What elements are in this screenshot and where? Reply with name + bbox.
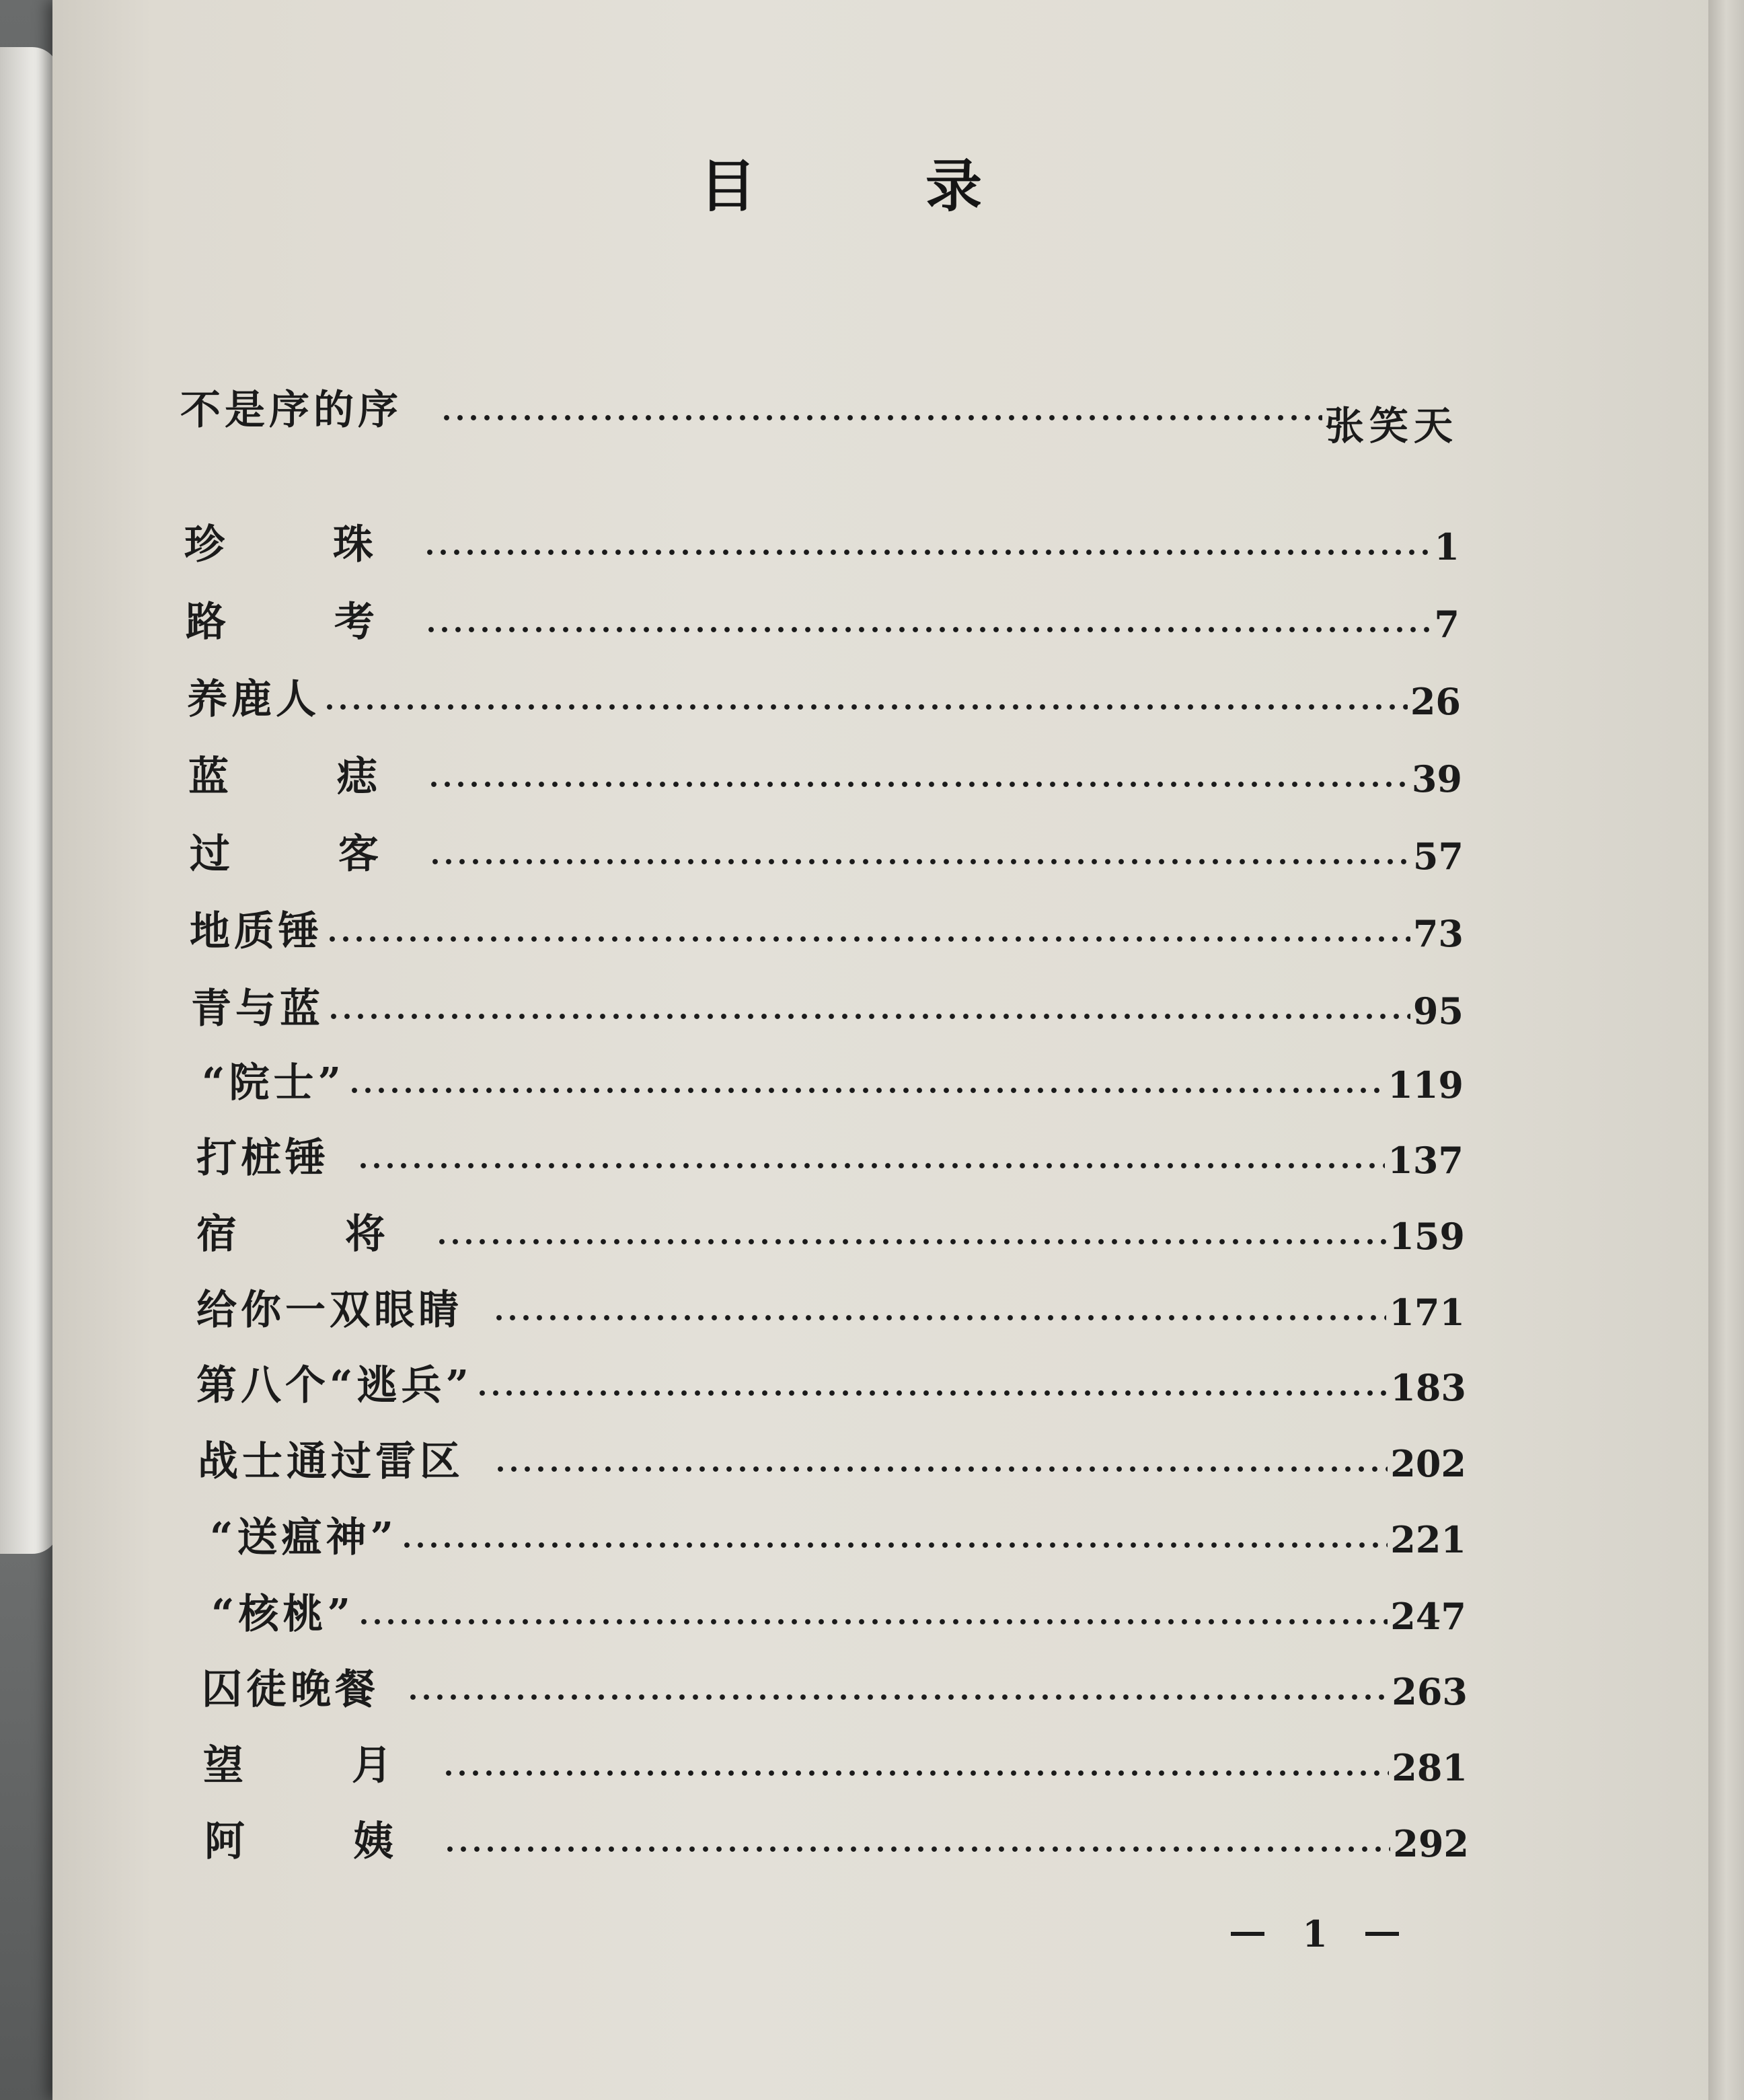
toc-entry	[191, 962, 1464, 1033]
toc-entry-page: 1	[1434, 525, 1459, 568]
toc-entry-title: “院士”	[202, 1059, 346, 1107]
dot-leader	[424, 626, 1432, 633]
dot-leader	[400, 1542, 1388, 1548]
toc-entry-page: 292	[1393, 1822, 1469, 1865]
toc-entry	[198, 1415, 1466, 1485]
toc-entry-title: 青与蓝	[191, 985, 324, 1033]
toc-entry-title: 珍 珠	[184, 521, 420, 568]
toc-entry-page: 57	[1412, 835, 1464, 878]
page-footer	[1231, 1910, 1399, 1957]
toc-entry	[184, 498, 1459, 568]
toc-preface-author: 张笑天	[1324, 403, 1458, 449]
toc-entry-title: 战士通过雷区	[198, 1438, 464, 1485]
toc-entry-title: “核桃”	[211, 1591, 355, 1638]
toc-entry-page: 73	[1412, 912, 1464, 955]
toc-entry-title: 囚徒晚餐	[202, 1666, 379, 1713]
toc-entry-page: 247	[1390, 1595, 1466, 1638]
dot-leader	[428, 858, 1410, 865]
page-title-char-2: 录	[925, 153, 982, 219]
toc-entry-title: 宿 将	[196, 1211, 432, 1258]
toc-entry-title: 过 客	[190, 831, 426, 878]
toc-entry-title: 路 考	[186, 599, 422, 646]
dot-leader	[326, 936, 1410, 942]
toc-entry-title: 第八个“逃兵”	[196, 1362, 473, 1409]
toc-entry	[211, 1567, 1466, 1638]
toc-entry-page: 39	[1411, 757, 1462, 800]
dot-leader	[406, 1694, 1389, 1700]
toc-entry	[202, 1036, 1464, 1107]
dot-leader	[443, 1846, 1390, 1852]
page-title-char-1: 目	[699, 153, 757, 219]
dot-leader	[442, 1770, 1389, 1776]
footer-page-number: 1	[1302, 1912, 1328, 1955]
toc-entry-page: 221	[1390, 1518, 1466, 1561]
toc-preface-row	[180, 363, 1458, 449]
toc-entry-title: 打桩锤	[196, 1135, 330, 1182]
toc-entry	[196, 1339, 1466, 1409]
toc-preface-title: 不是序的序	[180, 387, 402, 434]
dot-leader	[357, 1618, 1388, 1625]
toc-entry	[202, 1643, 1468, 1713]
toc-entry-page: 171	[1389, 1291, 1465, 1334]
toc-entry-page: 119	[1388, 1063, 1464, 1107]
dot-leader	[323, 704, 1408, 710]
toc-entry-title: 蓝 痣	[188, 753, 424, 800]
toc-entry-page: 95	[1412, 989, 1464, 1033]
toc-entry-page: 183	[1390, 1366, 1466, 1409]
toc-entry-page: 281	[1392, 1746, 1468, 1789]
dot-leader	[423, 549, 1432, 556]
toc-entry	[187, 652, 1461, 723]
footer-dash-left	[1231, 1932, 1264, 1936]
dot-leader	[327, 1013, 1410, 1020]
toc-entry-title: 阿 姨	[204, 1818, 441, 1865]
toc-entry	[196, 1111, 1464, 1182]
footer-dash-right	[1365, 1932, 1399, 1936]
dot-leader	[494, 1466, 1388, 1472]
toc-entry-page: 202	[1390, 1442, 1466, 1485]
dot-leader	[476, 1390, 1388, 1396]
toc-entry-page: 137	[1388, 1139, 1464, 1182]
toc-entry-page: 26	[1410, 680, 1461, 723]
toc-entry-page: 263	[1392, 1670, 1468, 1713]
toc-entry	[190, 885, 1464, 955]
toc-entry	[196, 1263, 1465, 1334]
toc-entry-title: “送瘟神”	[210, 1514, 398, 1561]
dot-leader	[348, 1087, 1385, 1094]
dot-leader	[492, 1314, 1386, 1321]
toc-entry-title: 给你一双眼睛	[196, 1287, 463, 1334]
toc-entry	[190, 807, 1464, 878]
dot-leader	[356, 1162, 1385, 1169]
dot-leader	[435, 1238, 1386, 1245]
dot-leader	[427, 781, 1409, 788]
toc-entry	[203, 1719, 1468, 1789]
toc-entry	[186, 575, 1459, 646]
dot-leader	[440, 414, 1322, 421]
toc-entry	[204, 1795, 1469, 1865]
toc-entry-title: 地质锤	[190, 908, 323, 955]
toc-entry	[188, 730, 1462, 800]
toc-entry	[210, 1491, 1466, 1561]
toc-entry-page: 159	[1389, 1215, 1465, 1258]
toc-entry-title: 养鹿人	[187, 676, 320, 723]
toc-entry	[196, 1187, 1465, 1258]
toc-entry-page: 7	[1434, 603, 1459, 646]
toc-entry-title: 望 月	[203, 1742, 439, 1789]
